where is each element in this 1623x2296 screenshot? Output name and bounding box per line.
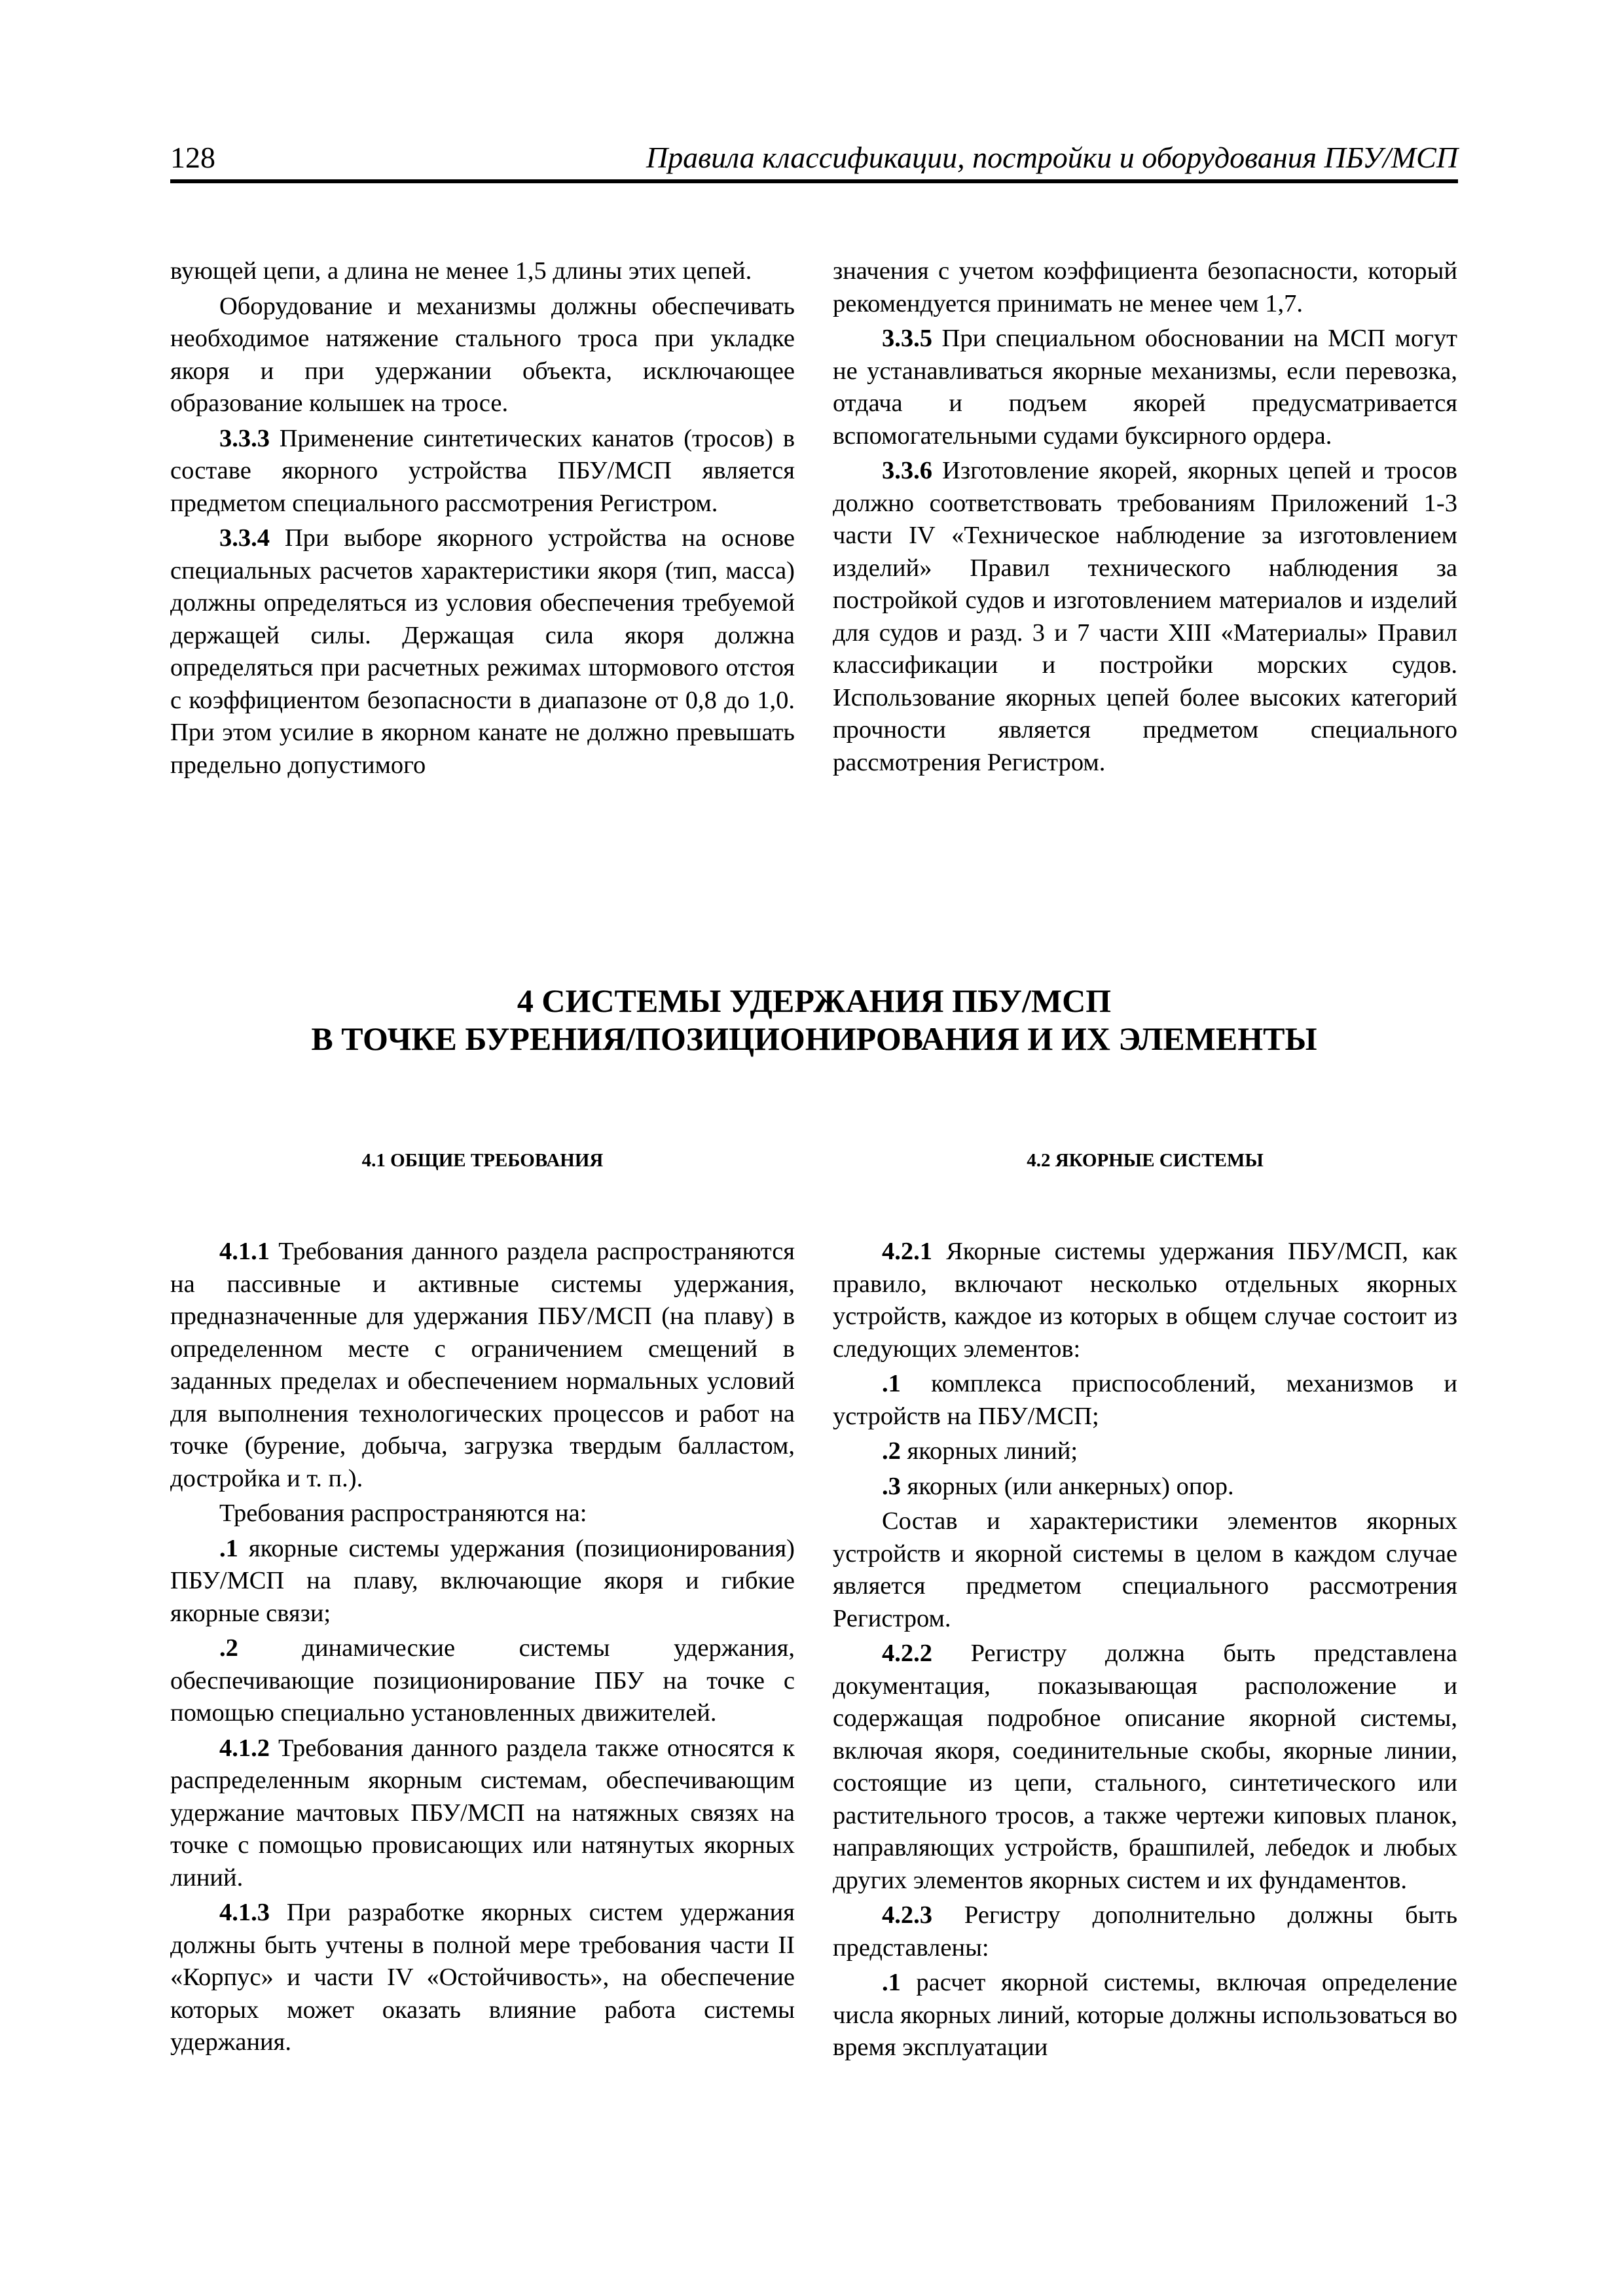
- paragraph-text: якорных линий;: [900, 1437, 1078, 1465]
- clause-number: 3.3.4: [219, 524, 270, 552]
- clause-number: 3.3.6: [882, 457, 932, 484]
- clause-number: .1: [219, 1534, 238, 1562]
- clause-number: .2: [219, 1634, 238, 1662]
- clause-number: .3: [882, 1472, 901, 1500]
- paragraph: [170, 522, 795, 781]
- clause-number: 3.3.5: [882, 325, 932, 352]
- paragraph-text: Регистру должна быть представлена документация, показывающая расположение и содержащая подробное описание якорной системы, включая якоря, соединительные скобы, якорные линии, состоящие из цепи, стального, синтетического или растительного тросов, а также чертежи киповых планок, направляющих устройств, брашпилей, лебедок и любых других элементов якорных систем и их фундаментов.: [833, 1640, 1457, 1894]
- clause-number: .2: [882, 1437, 901, 1465]
- paragraph-text: Оборудование и механизмы должны обеспечивать необходимое натяжение стального троса при укладке якоря и при удержании объекта, исключающее образование колышек на тросе.: [170, 292, 795, 417]
- paragraph: [833, 1899, 1457, 1964]
- paragraph-text: значения с учетом коэффициента безопасности, который рекомендуется принимать не менее чем 1,7.: [833, 257, 1457, 317]
- paragraph-text: Якорные системы удержания ПБУ/МСП, как правило, включают несколько отдельных якорных устройств, каждое из которых в общем случае состоит из следующих элементов:: [833, 1238, 1457, 1363]
- clause-number: 4.2.3: [882, 1901, 932, 1929]
- section-title-line-2: В ТОЧКЕ БУРЕНИЯ/ПОЗИЦИОНИРОВАНИЯ И ИХ ЭЛЕМЕНТЫ: [311, 1020, 1317, 1057]
- paragraph-text: При специальном обосновании на МСП могут не устанавливаться якорные механизмы, если перевозка, отдача и подъем якорей предусматривается вспомогательными судами буксирного ордера.: [833, 325, 1457, 450]
- paragraph: [170, 255, 795, 288]
- paragraph: [833, 1505, 1457, 1635]
- clause-number: 4.1.3: [219, 1899, 270, 1926]
- paragraph: [170, 291, 795, 420]
- paragraph: [833, 1236, 1457, 1365]
- subheading-4-1: 4.1 ОБЩИЕ ТРЕБОВАНИЯ: [361, 1150, 604, 1171]
- paragraph: [170, 1498, 795, 1530]
- page-number: 128: [170, 141, 215, 174]
- paragraph-text: Изготовление якорей, якорных цепей и тросов должно соответствовать требованиям Приложений 1-3 части IV «Техническое наблюдение за изготовлением изделий» Правил технического наблюдения за постройкой судов и изготовлением материалов и изделий для судов и разд. 3 и 7 части XIII «Материалы» Правил классификации и постройки морских судов. Использование якорных цепей более высоких категорий прочности является предметом специального рассмотрения Регистром.: [833, 457, 1457, 776]
- paragraph: [833, 1368, 1457, 1433]
- paragraph: [833, 255, 1457, 320]
- paragraph-text: При выборе якорного устройства на основе специальных расчетов характеристики якоря (тип, масса) должны определяться из условия обеспечения требуемой держащей силы. Держащая сила якоря должна определяться при расчетных режимах штормового отстоя с коэффициентом безопасности в диапазоне от 0,8 до 1,0. При этом усилие в якорном канате не должно превышать предельно допустимого: [170, 524, 795, 779]
- page-header: [170, 140, 1458, 183]
- paragraph-text: Требования данного раздела распространяются на пассивные и активные системы удержания, предназначенные для удержания ПБУ/МСП (на плаву) в определенном месте с ограничением смещений в заданных пределах и обеспечением нормальных условий для выполнения технологических процессов и работ на точке (бурение, добыча, загрузка твердым балластом, достройка и т. п.).: [170, 1238, 795, 1492]
- clause-number: 4.1.2: [219, 1734, 270, 1762]
- paragraph: [170, 423, 795, 520]
- paragraph: [170, 1632, 795, 1730]
- paragraph-text: Требования распространяются на:: [219, 1499, 587, 1527]
- top-right-column: [833, 255, 1457, 779]
- clause-number: 4.1.1: [219, 1238, 270, 1265]
- clause-number: 4.2.1: [882, 1238, 932, 1265]
- paragraph-text: Состав и характеристики элементов якорных устройств и якорной системы в целом в каждом случае является предметом специального рассмотрения Регистром.: [833, 1507, 1457, 1632]
- paragraph: [170, 1732, 795, 1895]
- paragraph-text: комплекса приспособлений, механизмов и устройств на ПБУ/МСП;: [833, 1370, 1457, 1430]
- paragraph-text: якорные системы удержания (позиционирования) ПБУ/МСП на плаву, включающие якоря и гибкие якорные связи;: [170, 1534, 795, 1627]
- paragraph-text: вующей цепи, а длина не менее 1,5 длины этих цепей.: [170, 257, 752, 285]
- bottom-left-column: [170, 1236, 795, 2059]
- paragraph: [170, 1236, 795, 1495]
- paragraph: [170, 1897, 795, 2059]
- paragraph-text: расчет якорной системы, включая определение числа якорных линий, которые должны использоваться во время эксплуатации: [833, 1969, 1457, 2061]
- paragraph-text: При разработке якорных систем удержания должны быть учтены в полной мере требования части II «Корпус» и части IV «Остойчивость», на обеспечение которых может оказать влияние работа системы удержания.: [170, 1899, 795, 2056]
- paragraph: [833, 1471, 1457, 1503]
- paragraph: [833, 1638, 1457, 1897]
- paragraph-text: Регистру дополнительно должны быть представлены:: [833, 1901, 1457, 1962]
- subheading-4-2: 4.2 ЯКОРНЫЕ СИСТЕМЫ: [1027, 1150, 1264, 1171]
- bottom-right-column: [833, 1236, 1457, 2064]
- paragraph-text: динамические системы удержания, обеспечивающие позиционирование ПБУ на точке с помощью специально установленных движителей.: [170, 1634, 795, 1727]
- running-title: Правила классификации, постройки и оборудования ПБУ/МСП: [646, 141, 1458, 174]
- paragraph: [833, 323, 1457, 452]
- paragraph-text: якорных (или анкерных) опор.: [900, 1472, 1234, 1500]
- paragraph: [833, 1967, 1457, 2064]
- paragraph: [833, 1435, 1457, 1468]
- paragraph: [170, 1533, 795, 1630]
- paragraph-text: Применение синтетических канатов (тросов) в составе якорного устройства ПБУ/МСП является предметом специального рассмотрения Регистром.: [170, 424, 795, 517]
- paragraph: [833, 455, 1457, 779]
- clause-number: 3.3.3: [219, 424, 270, 452]
- top-left-column: [170, 255, 795, 781]
- clause-number: .1: [882, 1969, 901, 1996]
- clause-number: 4.2.2: [882, 1640, 932, 1667]
- section-title-line-1: 4 СИСТЕМЫ УДЕРЖАНИЯ ПБУ/МСП: [517, 982, 1112, 1019]
- paragraph-text: Требования данного раздела также относятся к распределенным якорным системам, обеспечивающим удержание мачтовых ПБУ/МСП на натяжных связях на точке с помощью провисающих или натянутых якорных линий.: [170, 1734, 795, 1892]
- section-title: [170, 982, 1458, 1058]
- clause-number: .1: [882, 1370, 901, 1397]
